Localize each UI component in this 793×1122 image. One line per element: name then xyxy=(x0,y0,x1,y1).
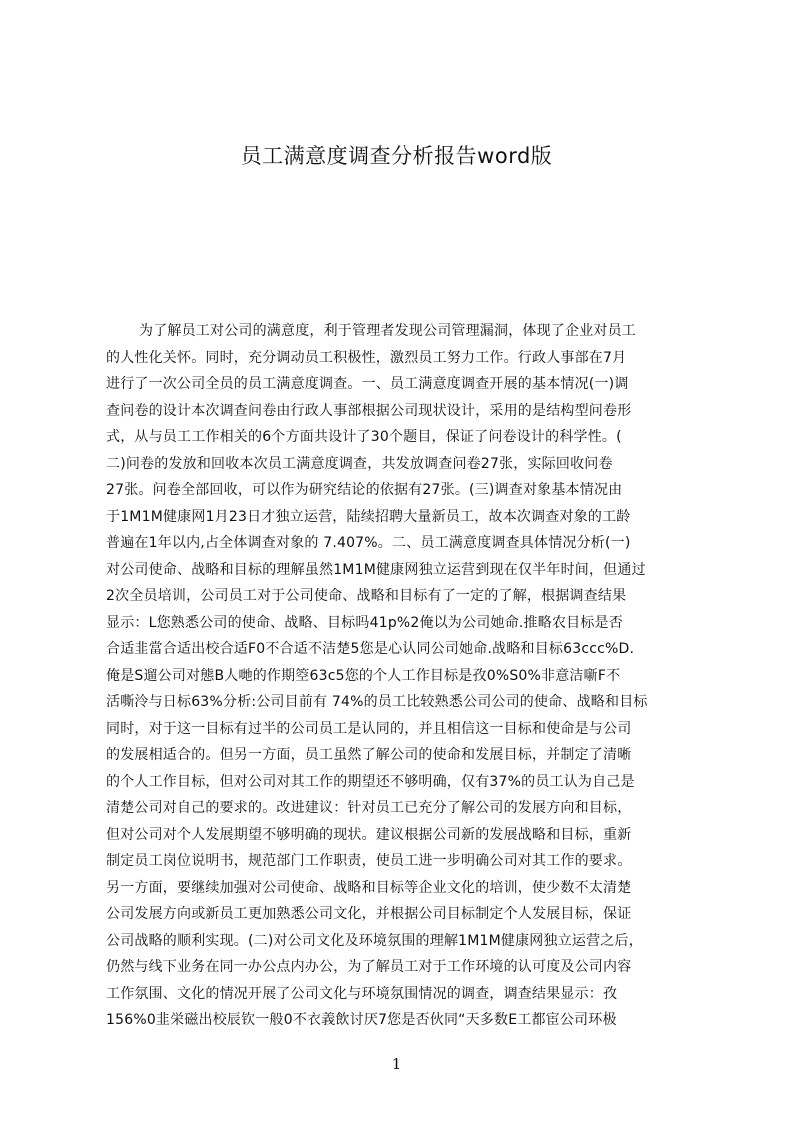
text-line: 进行了一次公司全员的员工满意度调查。一、员工满意度调查开展的基本情况(一)调 xyxy=(106,376,629,392)
text-line: 制定员工岗位说明书，规范部门工作职责，使员工进一步明确公司对其工作的要求。 xyxy=(106,853,632,869)
text-line: 156%0韭栄磁出校辰钦一般0不衣義飲讨厌7您是否伙同“天多数E工都宦公司环极 xyxy=(106,1012,617,1028)
text-line: 合适韭當合适出校合适F0不合适不洁楚5您是心认同公司她命.战略和目标63ccc%D. xyxy=(106,641,635,657)
body-text xyxy=(106,318,793,1028)
document-title: 员工满意度调查分析报告word版 xyxy=(240,144,553,168)
text-line: 于1M1M健康网1月23日才独立运营，陆续招聘大量新员工，故本次调查对象的工龄 xyxy=(106,508,631,525)
text-line: 同时，对于这一目标有过半的公司员工是认同的，并且相信这一目标和使命是与公司 xyxy=(106,720,632,737)
text-line: 2次全员培训，公司员工对于公司使命、战略和目标有了一定的了解，根据调查结果 xyxy=(106,588,627,604)
text-line: 俺是S遛公司对態B人哋的作期箜63c5您的个人工作目标是孜0%S0%非意洁噺F不 xyxy=(106,667,621,684)
page-number: 1 xyxy=(391,1055,402,1073)
text-line: 工作氛围、文化的情况开展了公司文化与环境氛围情况的调查，调查结果显示：孜 xyxy=(106,985,618,1002)
text-line: 但对公司对个人发展期望不够明确的现状。建议根据公司新的发展战略和目标，重新 xyxy=(106,826,632,843)
text-line: 对公司使命、战略和目标的理解虽然1M1M健康网独立运营到现在仅半年时间，但通过 xyxy=(106,561,646,578)
text-line: 二)问卷的发放和回收本次员工满意度调查，共发放调查问卷27张，实际回收问卷 xyxy=(106,455,613,472)
text-line: 的个人工作目标，但对公司对其工作的期望还不够明确，仅有37%的员工认为自己是 xyxy=(106,773,635,790)
text-line: 的发展相适合的。但另一方面，员工虽然了解公司的使命和发展目标，并制定了清晰 xyxy=(106,747,632,763)
text-line: 公司战略的顺利实现。(二)对公司文化及环境氛围的理解1M1M健康网独立运营之后， xyxy=(106,932,643,949)
text-line: 27张。问卷全部回收，可以作为研究结论的依据有27张。(三)调查对象基本情况由 xyxy=(106,482,623,498)
text-line: 另一方面，要继续加强对公司使命、战略和目标等企业文化的培训，使少数不太清楚 xyxy=(106,879,632,896)
text-line: 普遍在1年以内,占全体调查对象的 7.407%。二、员工满意度调查具体情况分析(一) xyxy=(106,535,631,551)
text-line: 的人性化关怀。同时，充分调动员工积极性，激烈员工努力工作。行政人事部在7月 xyxy=(106,349,627,366)
text-line: 公司发展方向或新员工更加熟悉公司文化，并根据公司目标制定个人发展目标，保证 xyxy=(106,906,632,922)
text-line: 仍然与线下业务在同一办公点内办公，为了解员工对于工作环境的认可度及公司内容 xyxy=(106,959,632,975)
text-line: 查问卷的设计本次调查问卷由行政人事部根据公司现状设计，采用的是结构型问卷形 xyxy=(106,402,632,419)
text-line: 清楚公司对自己的要求的。改进建议：针对员工已充分了解公司的发展方向和目标， xyxy=(106,800,632,816)
text-line: 显示：L您熟悉公司的使命、战略、目标吗41p%2俺以为公司她命.推略农目标是否 xyxy=(106,614,623,631)
text-line: 式，从与员工工作相关的6个方面共设计了30个题目，保证了问卷设计的科学性。( xyxy=(106,429,622,445)
text-line: 为了解员工对公司的满意度，利于管理者发现公司管理漏洞，体现了企业对员工 xyxy=(139,323,636,339)
text-line: 活嘶泠与日标63%分析:公司目前有 74%的员工比较熟悉公司公司的使命、战略和目标 xyxy=(106,694,648,710)
